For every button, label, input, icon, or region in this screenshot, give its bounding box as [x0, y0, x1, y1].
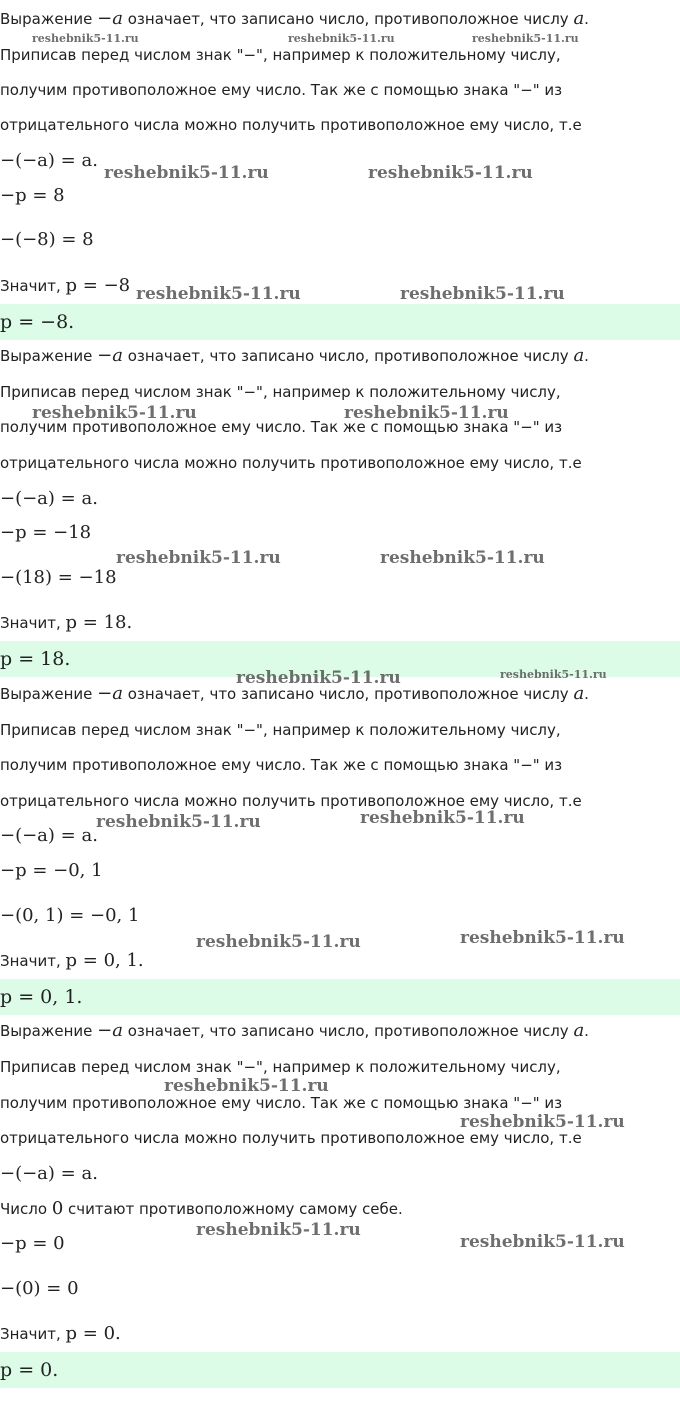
rule-formula: −(−a) = a.	[0, 825, 98, 846]
math-inline: −a	[97, 8, 123, 29]
intro-line-2: Приписав перед числом знак "−", например к положительному числу,	[0, 721, 561, 739]
rule-formula: −(−a) = a.	[0, 488, 98, 509]
watermark: reshebnik5-11.ru	[164, 1076, 329, 1096]
intro-line-3: получим противоположное ему число. Так же с помощью знака "−" из	[0, 81, 563, 99]
watermark: reshebnik5-11.ru	[400, 284, 565, 304]
watermark: reshebnik5-11.ru	[460, 1112, 625, 1132]
intro-line-1: Выражение −a означает, что записано число, противоположное числу a.	[0, 345, 589, 366]
conclusion: Значит, p = −8	[0, 275, 131, 296]
intro-line-4: отрицательного числа можно получить противоположное ему число, т.е	[0, 1129, 582, 1147]
answer-box: p = −8.	[0, 304, 680, 340]
watermark: reshebnik5-11.ru	[104, 163, 269, 183]
watermark: reshebnik5-11.ru	[472, 32, 579, 45]
intro-line-3: получим противоположное ему число. Так же с помощью знака "−" из	[0, 1094, 563, 1112]
equation-2: −(0, 1) = −0, 1	[0, 905, 140, 926]
rule-formula: −(−a) = a.	[0, 150, 98, 171]
answer-box: p = 18.	[0, 641, 680, 677]
conclusion: Значит, p = 0, 1.	[0, 950, 144, 971]
intro-line-3: получим противоположное ему число. Так же с помощью знака "−" из	[0, 756, 563, 774]
answer-box: p = 0.	[0, 1352, 680, 1388]
equation-1: −p = −0, 1	[0, 860, 103, 881]
watermark: reshebnik5-11.ru	[460, 928, 625, 948]
watermark: reshebnik5-11.ru	[236, 668, 401, 688]
rule-formula: −(−a) = a.	[0, 1163, 98, 1184]
conclusion: Значит, p = 0.	[0, 1323, 121, 1344]
equation-2: −(−8) = 8	[0, 229, 94, 250]
intro-line-1: Выражение −a означает, что записано число, противоположное числу a.	[0, 8, 589, 29]
watermark: reshebnik5-11.ru	[500, 668, 607, 681]
intro-line-4: отрицательного числа можно получить противоположное ему число, т.е	[0, 454, 582, 472]
equation-2: −(18) = −18	[0, 567, 117, 588]
watermark: reshebnik5-11.ru	[196, 1220, 361, 1240]
watermark: reshebnik5-11.ru	[380, 548, 545, 568]
intro-line-1: Выражение −a означает, что записано число, противоположное числу a.	[0, 1020, 589, 1041]
watermark: reshebnik5-11.ru	[196, 932, 361, 952]
watermark: reshebnik5-11.ru	[368, 163, 533, 183]
watermark: reshebnik5-11.ru	[32, 403, 197, 423]
watermark: reshebnik5-11.ru	[96, 812, 261, 832]
intro-line-2: Приписав перед числом знак "−", например к положительному числу,	[0, 383, 561, 401]
watermark: reshebnik5-11.ru	[32, 32, 139, 45]
equation-2: −(0) = 0	[0, 1278, 79, 1299]
equation-1: −p = 0	[0, 1233, 65, 1254]
conclusion: Значит, p = 18.	[0, 612, 133, 633]
watermark: reshebnik5-11.ru	[360, 808, 525, 828]
intro-line-1: Выражение −a означает, что записано число, противоположное числу a.	[0, 683, 589, 704]
intro-line-4: отрицательного числа можно получить противоположное ему число, т.е	[0, 116, 582, 134]
intro-line-3: получим противоположное ему число. Так же с помощью знака "−" из	[0, 418, 563, 436]
watermark: reshebnik5-11.ru	[116, 548, 281, 568]
intro-line-4: отрицательного числа можно получить противоположное ему число, т.е	[0, 792, 582, 810]
intro-line-2: Приписав перед числом знак "−", например к положительному числу,	[0, 1058, 561, 1076]
equation-1: −p = 8	[0, 185, 65, 206]
watermark: reshebnik5-11.ru	[344, 403, 509, 423]
answer-box: p = 0, 1.	[0, 979, 680, 1015]
watermark: reshebnik5-11.ru	[460, 1232, 625, 1252]
intro-line-2: Приписав перед числом знак "−", например к положительному числу,	[0, 46, 561, 64]
equation-1: −p = −18	[0, 522, 92, 543]
watermark: reshebnik5-11.ru	[136, 284, 301, 304]
watermark: reshebnik5-11.ru	[288, 32, 395, 45]
zero-note: Число 0 считают противоположному самому себе.	[0, 1198, 403, 1219]
